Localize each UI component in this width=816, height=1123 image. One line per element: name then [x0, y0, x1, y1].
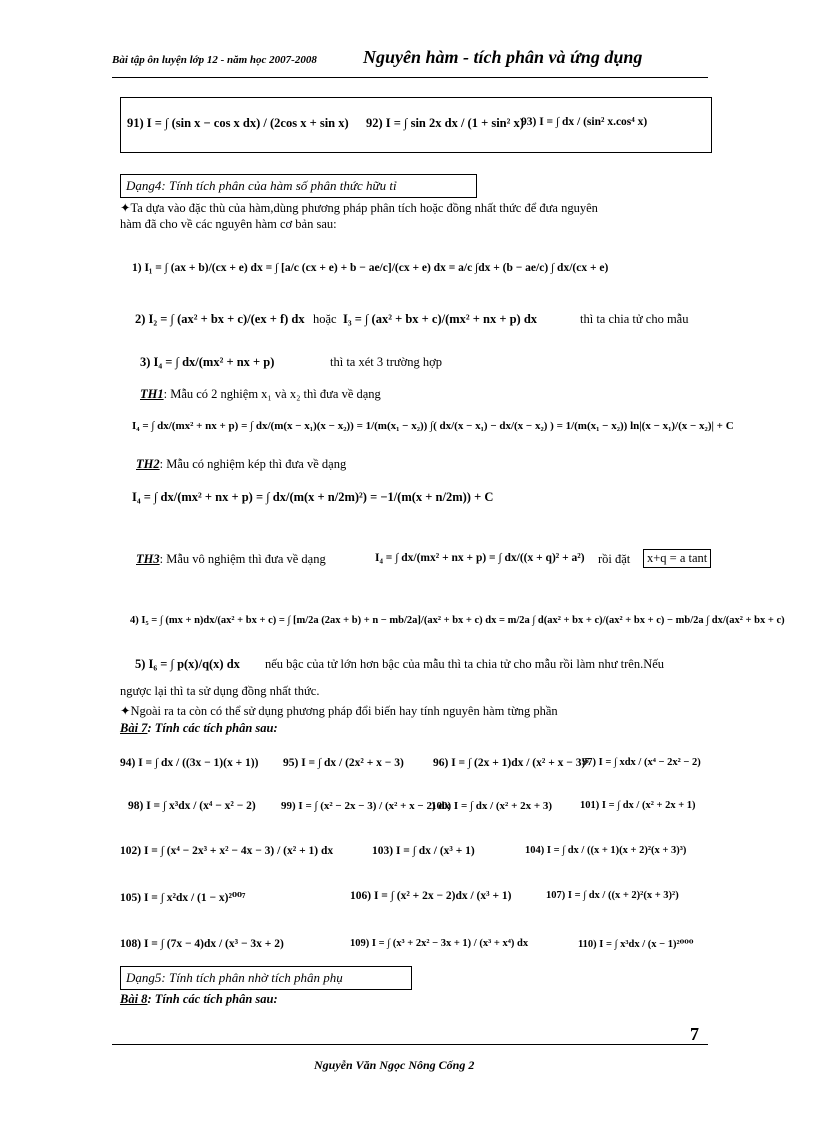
- item2-formula: 2) I₂ = ∫ (ax² + bx + c)/(ex + f) dx: [135, 312, 305, 326]
- th3-text: : Mẫu vô nghiệm thì đưa về dạng: [159, 552, 326, 566]
- dang4-intro-line1: ✦Ta dựa vào đặc thù của hàm,dùng phương pháp phân tích hoặc đồng nhất thức để đưa nguyên: [120, 201, 598, 215]
- problem-105: 105) I = ∫ x²dx / (1 − x)²⁰⁰⁷: [120, 892, 246, 904]
- th1-line: [140, 387, 381, 402]
- problem-101: 101) I = ∫ dx / (x² + 2x + 1): [580, 800, 696, 811]
- problem-98: 98) I = ∫ x³dx / (x⁴ − x² − 2): [128, 800, 256, 812]
- page-number: 7: [690, 1024, 699, 1044]
- dang4-extra: ✦Ngoài ra ta còn có thể sử dụng phương pháp đổi biến hay tính nguyên hàm từng phần: [120, 704, 558, 718]
- dang5-heading: Dạng5: Tính tích phân nhờ tích phân phụ: [126, 970, 343, 985]
- th1-text: : Mẫu có 2 nghiệm x₁ và x₂ thì đưa về dạng: [163, 387, 381, 401]
- item2-or: hoặc: [313, 312, 337, 326]
- th3-substitution-box: x+q = a tant: [643, 549, 711, 568]
- th2-formula: I₄ = ∫ dx/(mx² + nx + p) = ∫ dx/(m(x + n/2m)²) = −1/(m(x + n/2m)) + C: [132, 490, 494, 504]
- problem-100: 100) I = ∫ dx / (x² + 2x + 3): [431, 800, 553, 812]
- dang4-intro-line2: hàm đã cho về các nguyên hàm cơ bản sau:: [120, 217, 337, 231]
- header-rule: [112, 77, 708, 78]
- problem-102: 102) I = ∫ (x⁴ − 2x³ + x² − 4x − 3) / (x² + 1) dx: [120, 845, 334, 857]
- th3-then: rồi đặt: [598, 552, 631, 566]
- th1-label: TH1: [140, 387, 164, 401]
- item3-note: thì ta xét 3 trường hợp: [330, 355, 442, 369]
- th1-formula: I₄ = ∫ dx/(mx² + nx + p) = ∫ dx/(m(x − x₁)(x − x₂)) = 1/(m(x₁ − x₂)) ∫( dx/(x − x₁) − dx/(x − x₂) ) = 1/(m(x₁ − x₂)) ln|(x − x₁)/(x − x₂)| + C: [132, 420, 734, 432]
- dang5-heading-box: [120, 966, 412, 990]
- footer-author: Nguyễn Văn Ngọc Nông Cống 2: [314, 1058, 475, 1072]
- th3-line: [136, 552, 326, 567]
- chapter-title: Nguyên hàm - tích phân và ứng dụng: [363, 47, 643, 67]
- problem-96: 96) I = ∫ (2x + 1)dx / (x² + x − 3)⁵: [433, 757, 589, 769]
- problem-99: 99) I = ∫ (x² − 2x − 3) / (x² + x − 2) dx: [281, 800, 450, 812]
- problems-91-93-box: [120, 97, 712, 153]
- item3-formula: 3) I₄ = ∫ dx/(mx² + nx + p): [140, 355, 275, 369]
- th3-formula: I₄ = ∫ dx/(mx² + nx + p) = ∫ dx/((x + q)² + a²): [375, 552, 585, 564]
- item5-note1: nếu bậc của tử lớn hơn bậc của mẫu thì ta chia tử cho mẫu rồi làm như trên.Nếu: [265, 657, 665, 671]
- problem-110: 110) I = ∫ x³dx / (x − 1)²⁰⁰⁰: [578, 939, 694, 950]
- item4-formula: 4) I₅ = ∫ (mx + n)dx/(ax² + bx + c) = ∫ [m/2a (2ax + b) + n − mb/2a]/(ax² + bx + c) dx = m/2a ∫ d(ax² + bx + c)/(ax² + bx + c) − mb/2a ∫ dx/(ax² + bx + c): [130, 615, 785, 626]
- th3-label: TH3: [136, 552, 160, 566]
- course-header: Bài tập ôn luyện lớp 12 - năm học 2007-2008: [112, 54, 317, 66]
- problem-104: 104) I = ∫ dx / ((x + 1)(x + 2)²(x + 3)³): [525, 845, 687, 856]
- problem-103: 103) I = ∫ dx / (x³ + 1): [372, 845, 475, 857]
- bai8-label: Bài 8: [120, 992, 148, 1006]
- th2-label: TH2: [136, 457, 160, 471]
- bai7-label: Bài 7: [120, 721, 148, 735]
- bai7-rest: : Tính các tích phân sau:: [147, 721, 278, 735]
- problem-92: 92) I = ∫ sin 2x dx / (1 + sin² x): [366, 116, 524, 130]
- item1-formula: 1) I₁ = ∫ (ax + b)/(cx + e) dx = ∫ [a/c (cx + e) + b − ae/c]/(cx + e) dx = a/c ∫dx + (b − ae/c) ∫ dx/(cx + e): [132, 262, 609, 274]
- problem-97: 97) I = ∫ xdx / (x⁴ − 2x² − 2): [582, 757, 701, 768]
- problem-95: 95) I = ∫ dx / (2x² + x − 3): [283, 757, 404, 769]
- dang4-heading-box: [120, 174, 477, 198]
- problem-108: 108) I = ∫ (7x − 4)dx / (x³ − 3x + 2): [120, 938, 284, 950]
- item2-note: thì ta chia tử cho mẫu: [580, 312, 689, 326]
- bai8-rest: : Tính các tích phân sau:: [147, 992, 278, 1006]
- bai8-heading: [120, 992, 278, 1007]
- item2b-formula: I₃ = ∫ (ax² + bx + c)/(mx² + nx + p) dx: [343, 312, 538, 326]
- bai7-heading: [120, 721, 278, 736]
- footer-rule: [112, 1044, 708, 1045]
- th2-line: [136, 457, 346, 472]
- problem-94: 94) I = ∫ dx / ((3x − 1)(x + 1)): [120, 757, 259, 769]
- dang4-heading: Dạng4: Tính tích phân của hàm số phân thức hữu tỉ: [126, 178, 397, 193]
- item5-formula: 5) I₆ = ∫ p(x)/q(x) dx: [135, 657, 240, 671]
- problem-91: 91) I = ∫ (sin x − cos x dx) / (2cos x + sin x): [127, 116, 349, 130]
- problem-106: 106) I = ∫ (x² + 2x − 2)dx / (x³ + 1): [350, 890, 512, 902]
- item5-note2: ngược lại thì ta sử dụng đồng nhất thức.: [120, 684, 320, 698]
- problem-93: 93) I = ∫ dx / (sin² x.cos⁴ x): [521, 116, 648, 128]
- problem-107: 107) I = ∫ dx / ((x + 2)²(x + 3)²): [546, 890, 679, 901]
- th2-text: : Mẫu có nghiệm kép thì đưa về dạng: [159, 457, 347, 471]
- problem-109: 109) I = ∫ (x³ + 2x² − 3x + 1) / (x³ + x⁴) dx: [350, 938, 529, 949]
